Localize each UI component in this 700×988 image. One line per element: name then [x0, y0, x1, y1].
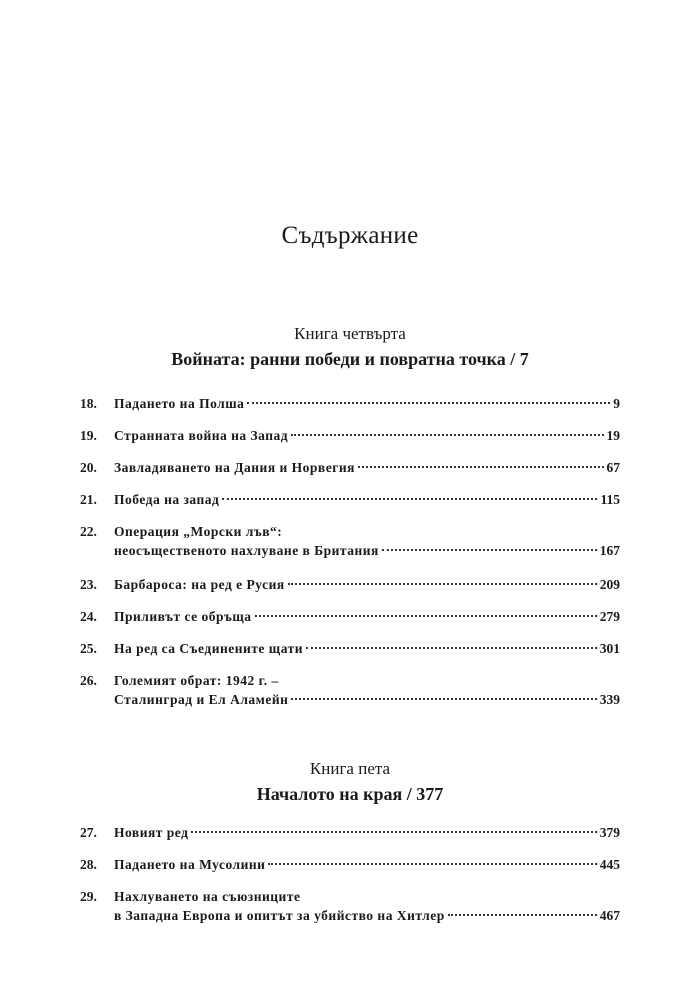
chapter-title-continued: Сталинград и Ел Аламейн: [114, 692, 289, 707]
chapter-number: 28.: [80, 857, 97, 872]
toc-entry[interactable]: [80, 855, 620, 874]
book-title: Началото на края / 377: [256, 784, 444, 804]
toc-entry[interactable]: [80, 426, 620, 445]
dot-leader: [222, 498, 597, 500]
chapter-number: 23.: [80, 577, 97, 592]
dot-leader: [191, 831, 596, 833]
page-number: 467: [599, 908, 620, 923]
page-number: 9: [613, 396, 620, 411]
chapter-number: 20.: [80, 460, 97, 475]
toc-entry[interactable]: [80, 522, 620, 560]
page-title: Съдържание: [281, 222, 419, 249]
dot-leader: [247, 402, 610, 404]
page-number: 279: [599, 609, 620, 624]
chapter-number: 19.: [80, 428, 97, 443]
page-number: 167: [599, 543, 620, 558]
chapter-number: 21.: [80, 492, 97, 507]
dot-leader: [255, 615, 597, 617]
dot-leader: [358, 466, 604, 468]
chapter-number: 27.: [80, 825, 97, 840]
chapter-title-continued: в Западна Европа и опитът за убийство на Хитлер: [114, 908, 445, 923]
dot-leader: [306, 647, 597, 649]
chapter-title: Странната война на Запад: [114, 428, 289, 443]
chapter-number: 22.: [80, 524, 97, 539]
book-label: Книга четвърта: [294, 324, 406, 343]
book-heading: [0, 323, 700, 371]
chapter-title: Големият обрат: 1942 г. –: [114, 673, 279, 688]
chapter-number: 26.: [80, 673, 97, 688]
dot-leader: [291, 698, 596, 700]
page-number: 67: [606, 460, 620, 475]
dot-leader: [268, 863, 596, 865]
chapter-title: Приливът се обръща: [114, 609, 252, 624]
chapter-title: Барбароса: на ред е Русия: [114, 577, 285, 592]
chapter-title: Падането на Мусолини: [114, 857, 266, 872]
toc-entry[interactable]: [80, 823, 620, 842]
toc-entry[interactable]: [80, 639, 620, 658]
chapter-title: Операция „Морски лъв“:: [114, 524, 283, 539]
chapter-number: 25.: [80, 641, 97, 656]
book-title: Войната: ранни победи и повратна точка / 7: [171, 349, 529, 369]
book-label: Книга пета: [309, 759, 391, 778]
toc-entry[interactable]: [80, 671, 620, 709]
page-number: 115: [600, 492, 620, 507]
chapter-title: Нахлуването на съюзниците: [114, 889, 301, 904]
toc-entry[interactable]: [80, 490, 620, 509]
toc-entry[interactable]: [80, 607, 620, 626]
dot-leader: [382, 549, 597, 551]
page-number: 379: [599, 825, 620, 840]
chapter-title: Падането на Полша: [114, 396, 245, 411]
page-number: 445: [599, 857, 620, 872]
page-number: 339: [599, 692, 620, 707]
chapter-title: Завладяването на Дания и Норвегия: [114, 460, 355, 475]
toc-entry[interactable]: [80, 458, 620, 477]
page-number: 301: [599, 641, 620, 656]
chapter-number: 29.: [80, 889, 97, 904]
toc-entry[interactable]: [80, 887, 620, 925]
page-number: 19: [606, 428, 620, 443]
book-heading: [0, 758, 700, 806]
page-number: 209: [599, 577, 620, 592]
toc-entry[interactable]: [80, 394, 620, 413]
dot-leader: [448, 914, 597, 916]
dot-leader: [291, 434, 603, 436]
chapter-title-continued: неосъщественото нахлуване в Британия: [114, 543, 379, 558]
dot-leader: [288, 583, 597, 585]
chapter-title: Победа на запад: [114, 492, 220, 507]
chapter-number: 18.: [80, 396, 97, 411]
chapter-number: 24.: [80, 609, 97, 624]
chapter-title: Новият ред: [114, 825, 189, 840]
chapter-title: На ред са Съединените щати: [114, 641, 304, 656]
toc-entry[interactable]: [80, 575, 620, 594]
